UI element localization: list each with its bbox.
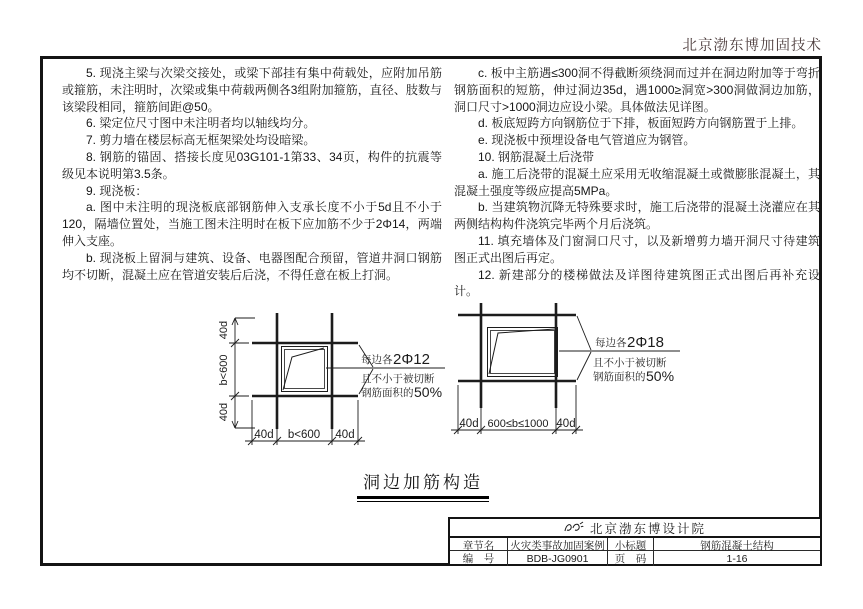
title-block-row	[450, 551, 820, 564]
chapter-value: 火灾类事故加固案例	[508, 538, 608, 553]
slab-opening	[488, 328, 558, 377]
note-item: 10. 钢筋混凝土后浇带	[478, 149, 595, 164]
note-item: 7. 剪力墙在楼层标高无框架梁处均设暗梁。	[86, 133, 316, 148]
opening-reinforcement-diagram-large	[443, 293, 683, 445]
note-item: c. 板中主筋遇≤300洞不得截断须绕洞而过并在洞边附加等于弯折钢筋面积的短筋，伸过洞边35d，遇1000≥洞宽>300洞做洞边加筋，洞口尺寸>1000洞边应设小梁。具体做法见详图。	[454, 66, 820, 114]
note-item: 9. 现浇板：	[86, 183, 148, 198]
note-item: a. 施工后浇带的混凝土应采用无收缩混凝土或微膨胀混凝土，其混凝土强度等级应提高5MPa。	[454, 166, 820, 198]
subtitle-value: 钢筋混凝土结构	[700, 540, 774, 552]
note-item: b. 现浇板上留洞与建筑、设备、电器图配合预留，管道井洞口钢筋均不切断，混凝土应在管道安装后后浇，不得任意在板上打洞。	[62, 250, 442, 282]
note-item: b. 当建筑物沉降无特殊要求时，施工后浇带的混凝土浇灌应在其两侧结构构件浇筑完毕两个月后浇筑。	[454, 200, 820, 232]
note-item: 5. 现浇主梁与次梁交接处，或梁下部挂有集中荷载处，应附加吊筋或箍筋，未注明时，次梁或集中荷载两侧各3组附加箍筋，直径、肢数与该梁段相同，箍筋间距@50。	[62, 66, 442, 114]
figure-title-text: 洞边加筋构造	[363, 473, 483, 492]
callout-text: 且不小于被切断	[593, 357, 667, 369]
institute-logo-icon	[564, 521, 584, 534]
rebar-grid	[252, 313, 358, 429]
institute-name: 北京渤东博设计院	[589, 521, 706, 536]
title-block	[448, 517, 822, 566]
note-item: 12. 新建部分的楼梯做法及详图待建筑图正式出图后再补充设计。	[454, 267, 820, 299]
title-block-header	[450, 519, 820, 538]
notes-right-column	[454, 65, 820, 300]
callout-text: 每边各	[595, 337, 627, 349]
number-label: 编 号	[450, 551, 508, 566]
note-item: 8. 钢筋的锚固、搭接长度见03G101-1第33、34页，构件的抗震等级见本说明第3.5条。	[62, 149, 442, 181]
callout-spec: 2Φ18	[627, 334, 664, 351]
callout-pct: 50%	[646, 368, 675, 384]
dim-label: 40d	[335, 429, 355, 441]
callout-text: 每边各	[361, 354, 393, 366]
callout-text: 钢筋面积的	[361, 387, 414, 399]
note-item: a. 图中未注明的现浇板底部钢筋伸入支承长度不小于5d且不小于120，隔墙位置处，当施工图未注明时在板下应加筋不少于2Φ14，两端伸入支座。	[62, 200, 442, 248]
note-item: e. 现浇板中预埋设备电气管道应为钢管。	[478, 133, 696, 148]
dim-label: 40d	[218, 402, 230, 422]
callout-text: 钢筋面积的	[593, 371, 646, 383]
number-value: BDB-JG0901	[508, 551, 608, 566]
note-item: d. 板底短跨方向钢筋位于下排，板面短跨方向钢筋置于上排。	[478, 116, 804, 131]
page-label: 页 码	[608, 551, 654, 566]
opening-reinforcement-diagram-small	[193, 300, 451, 452]
figure-title	[348, 468, 498, 502]
callout-spec: 2Φ12	[393, 351, 430, 368]
callout-pct: 50%	[414, 384, 443, 400]
dim-label: b<600	[287, 429, 321, 441]
brand-header: 北京渤东博加固技术	[682, 38, 822, 54]
callout-text: 且不小于被切断	[361, 373, 435, 385]
slab-opening	[282, 347, 328, 392]
dimension-left	[229, 318, 255, 428]
subtitle-label: 小标题	[608, 538, 654, 553]
rebar-grid	[458, 303, 576, 408]
title-underline-thick	[357, 496, 489, 499]
dim-label: 40d	[556, 418, 576, 430]
page-value: 1-16	[726, 552, 748, 565]
title-block-row	[450, 538, 820, 551]
dim-label: 40d	[218, 320, 230, 340]
title-underline-thin	[357, 501, 489, 502]
dim-label: b<600	[218, 354, 230, 386]
notes-left-column	[62, 65, 442, 283]
note-item: 11. 填充墙体及门窗洞口尺寸，以及新增剪力墙开洞尺寸待建筑图正式出图后再定。	[454, 233, 820, 265]
dim-label: 40d	[459, 418, 479, 430]
chapter-label: 章节名	[450, 538, 508, 553]
dim-label: 40d	[254, 429, 274, 441]
note-item: 6. 梁定位尺寸图中未注明者均以轴线均分。	[86, 116, 316, 131]
dim-label: 600≤b≤1000	[487, 418, 549, 430]
